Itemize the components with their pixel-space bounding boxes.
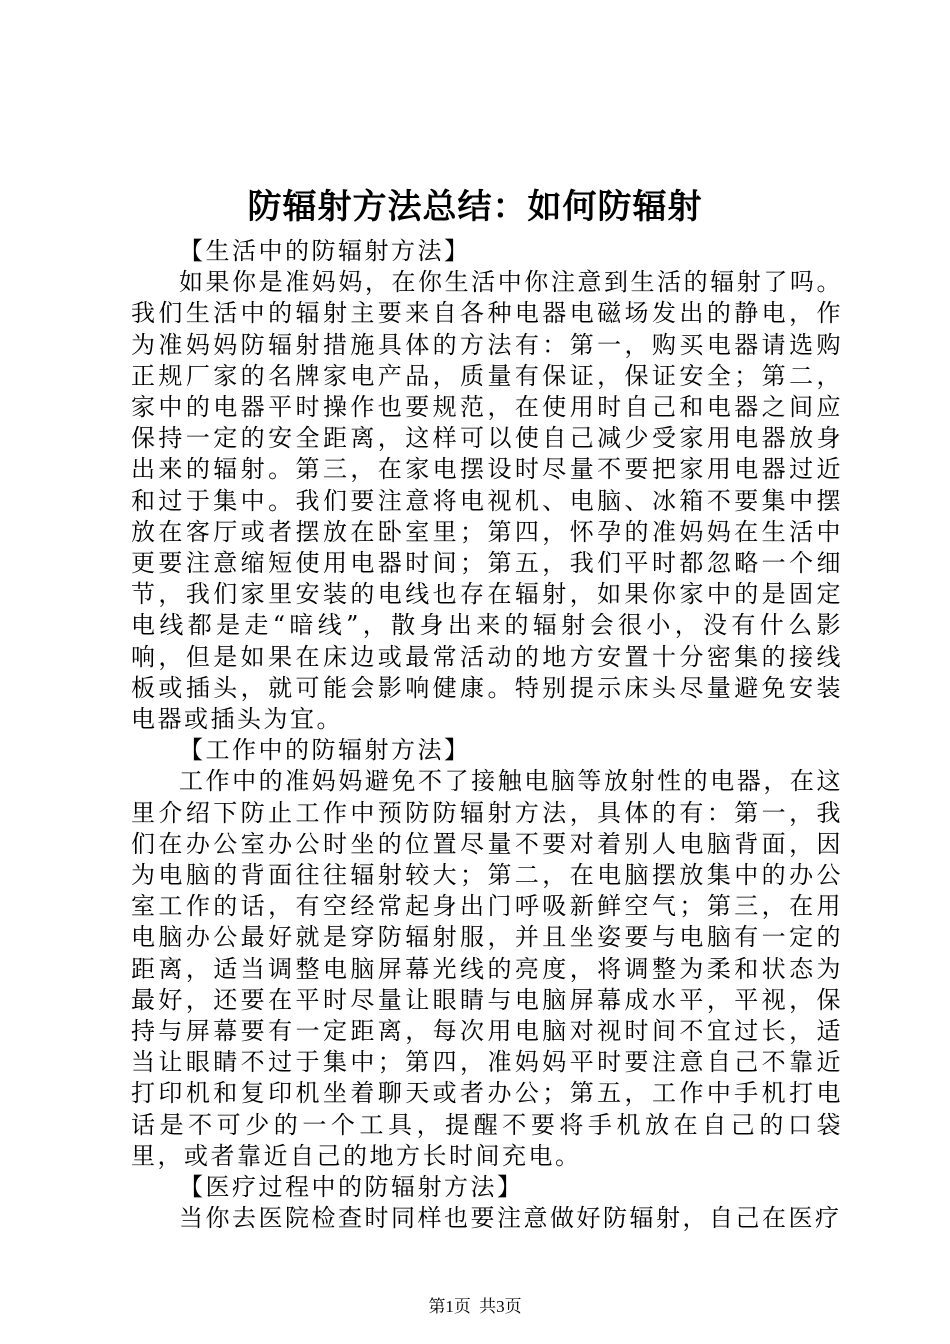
section-heading-life: 【生活中的防辐射方法】 — [179, 237, 471, 265]
page-total: 共3页 — [479, 1297, 522, 1316]
document-body — [131, 236, 843, 1235]
section-paragraph-life: 如果你是准妈妈，在你生活中你注意到生活的辐射了吗。我们生活中的辐射主要来自各种电器电磁场发出的静电，作为准妈妈防辐射措施具体的方法有：第一，购买电器请选购正规厂家的名牌家电产品，质量有保证，保证安全；第二，家中的电器平时操作也要规范，在使用时自己和电器之间应保持一定的安全距离，这样可以使自己减少受家用电器放身出来的辐射。第三，在家电摆设时尽量不要把家用电器过近和过于集中。我们要注意将电视机、电脑、冰箱不要集中摆放在客厅或者摆放在卧室里；第四，怀孕的准妈妈在生活中更要注意缩短使用电器时间；第五，我们平时都忽略一个细节，我们家里安装的电线也存在辐射，如果你家中的是固定电线都是走“暗线”，散身出来的辐射会很小，没有什么影响，但是如果在床边或最常活动的地方安置十分密集的接线板或插头，就可能会影响健康。特别提示床头尽量避免安装电器或插头为宜。 — [131, 268, 843, 734]
section-paragraph-medical: 当你去医院检查时同样也要注意做好防辐射，自己在医疗 — [179, 1204, 842, 1233]
page-footer — [0, 1296, 950, 1318]
section-paragraph-work: 工作中的准妈妈避免不了接触电脑等放射性的电器，在这里介绍下防止工作中预防防辐射方法，具体的有：第一，我们在办公室办公时坐的位置尽量不要对着别人电脑背面，因为电脑的背面往往辐射较大；第二，在电脑摆放集中的办公室工作的话，有空经常起身出门呼吸新鲜空气；第三，在用电脑办公最好就是穿防辐射服，并且坐姿要与电脑有一定的距离，适当调整电脑屏幕光线的亮度，将调整为柔和状态为最好，还要在平时尽量让眼睛与电脑屏幕成水平，平视，保持与屏幕要有一定距离，每次用电脑对视时间不宜过长，适当让眼睛不过于集中；第四，准妈妈平时要注意自己不靠近打印机和复印机坐着聊天或者办公；第五，工作中手机打电话是不可少的一个工具，提醒不要将手机放在自己的口袋里，或者靠近自己的地方长时间充电。 — [131, 767, 843, 1170]
section-heading-work: 【工作中的防辐射方法】 — [179, 736, 471, 765]
page-title: 防辐射方法总结：如何防辐射 — [247, 187, 703, 227]
section-heading-medical: 【医疗过程中的防辐射方法】 — [179, 1173, 524, 1202]
page-number: 第1页 — [428, 1297, 471, 1316]
